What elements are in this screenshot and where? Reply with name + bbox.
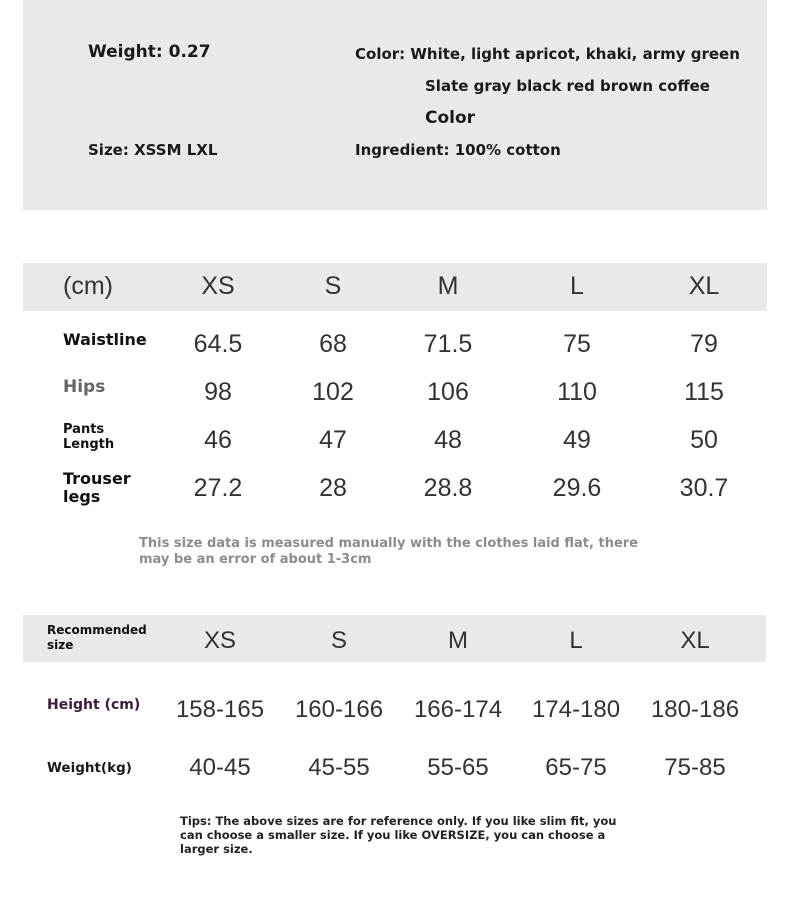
measurement-note: This size data is measured manually with the clothes laid flat, there may be an error of about 1-3cm [139,536,638,567]
table-cell: 28 [319,474,347,502]
row-label-weight: Weight(kg) [47,760,132,776]
table-cell: 48 [434,426,462,454]
table-cell: 71.5 [423,330,473,358]
table-cell: 160-166 [294,696,384,723]
table-cell: 40-45 [189,754,251,781]
table-cell: 75 [563,330,591,358]
table-cell: 102 [312,378,354,406]
table-cell: 46 [204,426,232,454]
table-cell: 45-55 [308,754,370,781]
table-cell: 64.5 [193,330,243,358]
table-cell: 174-180 [531,696,621,723]
table-cell: 110 [557,378,597,406]
size-header-m: M [437,272,459,300]
table-cell: 68 [319,330,347,358]
table-cell: 55-65 [427,754,489,781]
size-header-xs: XS [201,272,235,300]
table-cell: 30.7 [679,474,729,502]
rec-size-header-l: L [569,627,583,654]
size-info: Size: XSSM LXL [88,141,218,159]
ingredient-info: Ingredient: 100% cotton [355,141,561,159]
table-cell: 158-165 [175,696,265,723]
row-label-height: Height (cm) [47,697,141,713]
product-info-panel [23,0,767,210]
table-cell: 75-85 [664,754,726,781]
table-cell: 115 [684,378,724,406]
table-cell: 47 [319,426,347,454]
table-cell: 166-174 [413,696,503,723]
size-header-l: L [570,272,584,300]
table-cell: 50 [690,426,718,454]
table-cell: 49 [563,426,591,454]
table-cell: 27.2 [193,474,243,502]
size-table-header [23,263,767,311]
size-header-xl: XL [688,272,720,300]
rec-size-header-m: M [448,627,468,654]
table-cell: 28.8 [423,474,473,502]
sizing-tips: Tips: The above sizes are for reference only. If you like slim fit, you can choose a smaller size. If you like OVERSIZE, you can choose a larger size. [180,814,617,856]
row-label-pants-length: Pants Length [63,422,115,452]
color-info-line1: Color: White, light apricot, khaki, army green [355,45,740,63]
table-cell: 98 [204,378,232,406]
row-label-hips: Hips [63,377,106,397]
table-cell: 65-75 [545,754,607,781]
size-header-s: S [324,272,342,300]
weight-info: Weight: 0.27 [88,42,211,62]
table-cell: 180-186 [650,696,740,723]
unit-label: (cm) [63,272,113,300]
rec-size-header-s: S [330,627,348,654]
row-label-waistline: Waistline [63,330,147,349]
table-cell: 29.6 [552,474,602,502]
color-info-line3: Color [425,108,476,128]
recommended-size-label: Recommended size [47,623,147,652]
rec-size-header-xl: XL [680,627,710,654]
color-info-line2: Slate gray black red brown coffee [425,77,710,95]
rec-size-header-xs: XS [203,627,237,654]
row-label-trouser-legs: Trouser legs [63,469,131,507]
table-cell: 79 [690,330,718,358]
table-cell: 106 [427,378,469,406]
